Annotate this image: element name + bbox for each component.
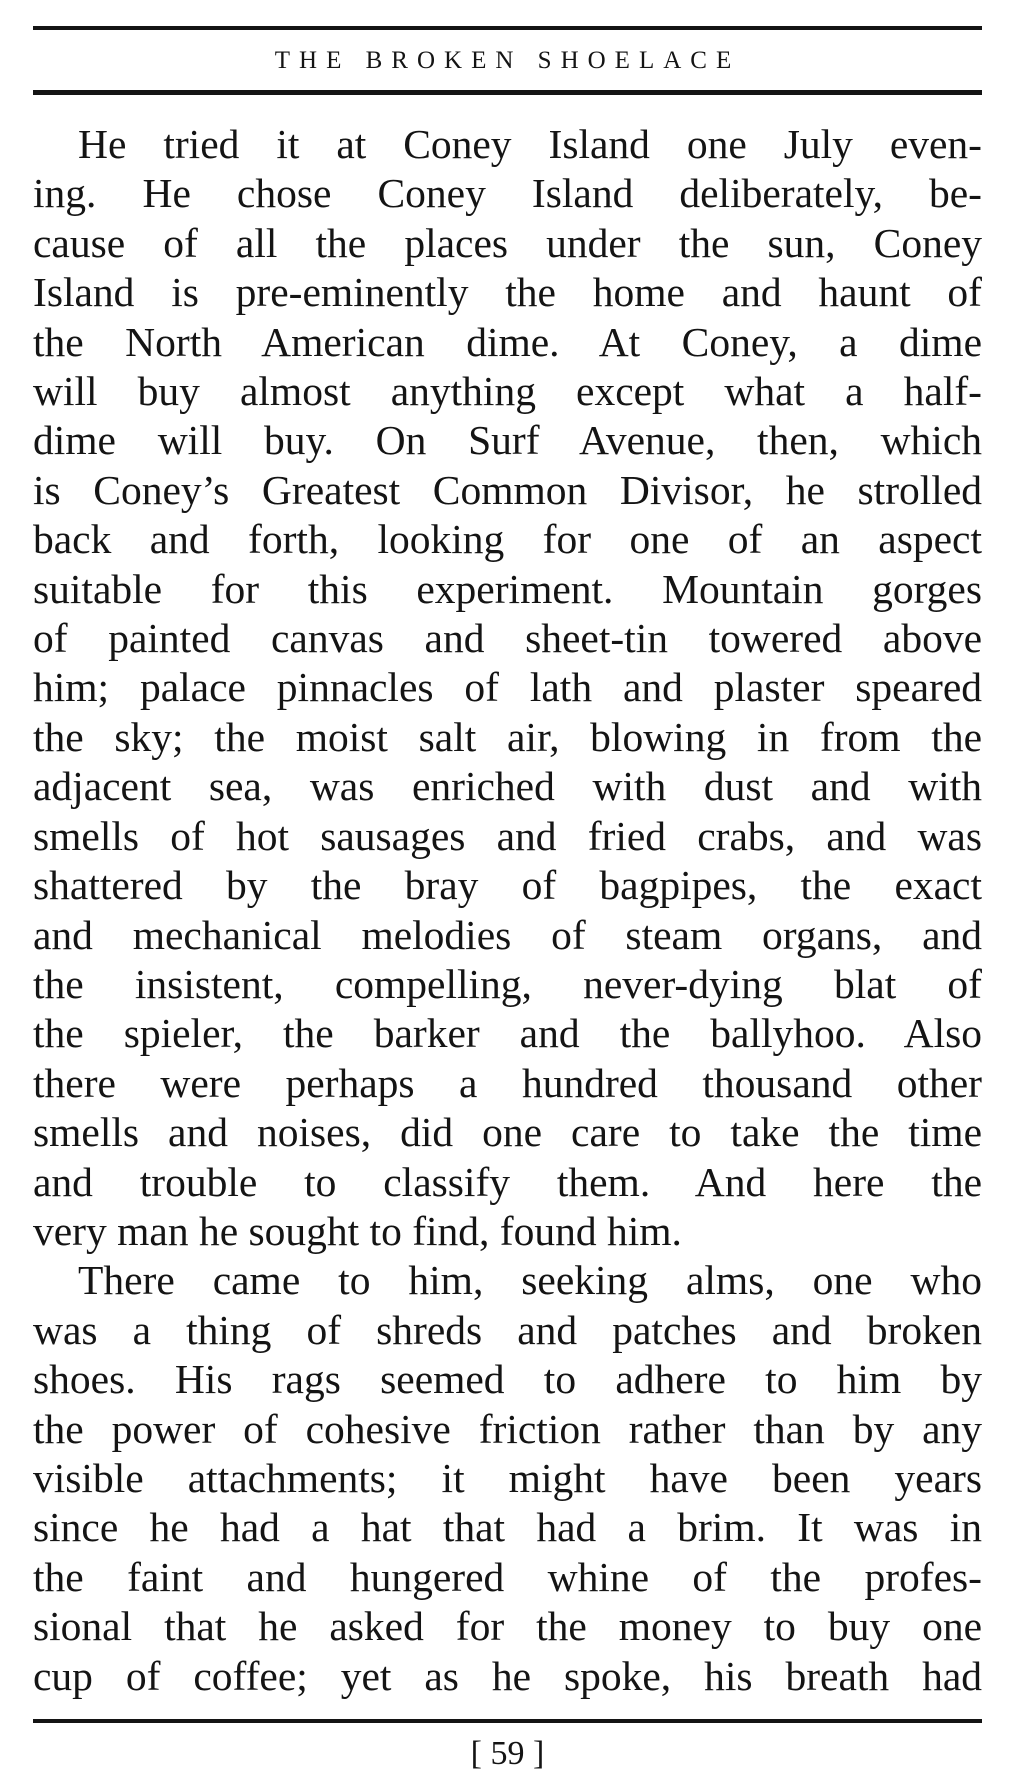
text-line: suitable for this experiment. Mountain gorges [33, 565, 982, 612]
text-line: the power of cohesive friction rather than by any [33, 1405, 982, 1452]
footer-rule [33, 1719, 982, 1723]
page-number: [ 59 ] [470, 1735, 545, 1772]
text-line: the spieler, the barker and the ballyhoo. Also [33, 1010, 982, 1057]
text-line: smells of hot sausages and fried crabs, and was [33, 812, 982, 859]
text-line: shoes. His rags seemed to adhere to him by [33, 1356, 982, 1403]
text-line: was a thing of shreds and patches and broken [33, 1306, 982, 1353]
text-line: the insistent, compelling, never-dying blat of [33, 960, 982, 1007]
text-line: back and forth, looking for one of an aspect [33, 516, 982, 563]
header-bottom-rule [33, 90, 982, 95]
text-line: there were perhaps a hundred thousand other [33, 1059, 982, 1106]
text-line: ing. He chose Coney Island deliberately, be- [33, 170, 982, 217]
text-line: of painted canvas and sheet-tin towered above [33, 615, 982, 662]
text-line: him; palace pinnacles of lath and plaster speared [33, 664, 982, 711]
running-head: THE BROKEN SHOELACE [274, 47, 741, 74]
text-line: cause of all the places under the sun, Coney [33, 219, 982, 266]
paragraph [33, 120, 982, 1256]
body-text [33, 120, 982, 1701]
text-line: dime will buy. On Surf Avenue, then, which [33, 417, 982, 464]
text-line: There came to him, seeking alms, one who [78, 1257, 982, 1304]
text-line: smells and noises, did one care to take the time [33, 1109, 982, 1156]
paragraph [33, 1256, 982, 1701]
text-line: the North American dime. At Coney, a dime [33, 318, 982, 365]
text-line: cup of coffee; yet as he spoke, his breath had [33, 1652, 982, 1699]
text-line: very man he sought to find, found him. [33, 1207, 682, 1254]
text-line: sional that he asked for the money to buy one [33, 1603, 982, 1650]
text-line: since he had a hat that had a brim. It was in [33, 1504, 982, 1551]
text-line: is Coney’s Greatest Common Divisor, he strolled [33, 466, 982, 513]
text-line: will buy almost anything except what a half- [33, 368, 982, 415]
text-line: the faint and hungered whine of the profes- [33, 1553, 982, 1600]
text-line: adjacent sea, was enriched with dust and with [33, 763, 982, 810]
text-line: shattered by the bray of bagpipes, the exact [33, 862, 982, 909]
text-line: He tried it at Coney Island one July even- [78, 121, 982, 167]
text-line: the sky; the moist salt air, blowing in from the [33, 713, 982, 760]
header-top-rule [33, 26, 982, 30]
text-line: Island is pre-eminently the home and haunt of [33, 269, 982, 316]
text-line: and mechanical melodies of steam organs, and [33, 911, 982, 958]
text-line: visible attachments; it might have been years [33, 1454, 982, 1501]
text-line: and trouble to classify them. And here the [33, 1158, 982, 1205]
